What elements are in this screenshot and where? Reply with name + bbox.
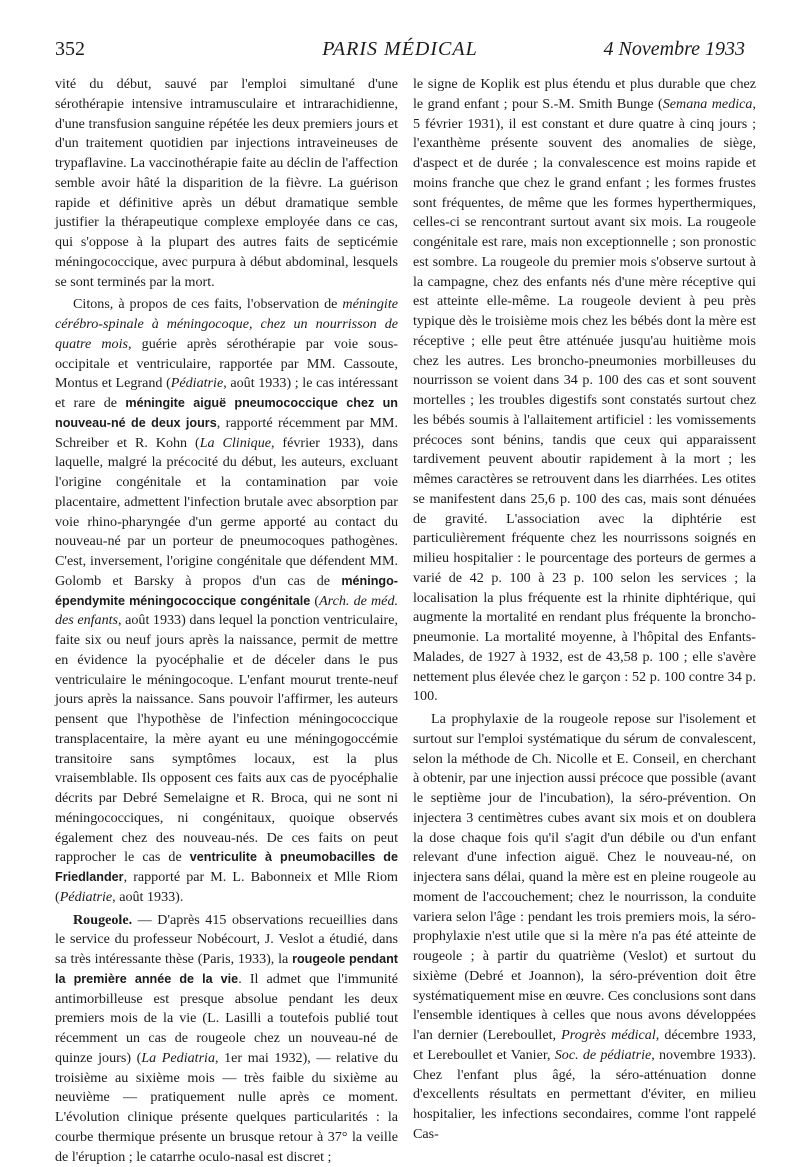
text-run: , novembre 1933). Chez l'enfant plus âgé, la séro-atténuation donne d'excellents résultats en permettant d'éviter, en milieu hospitalier, les infections secondaires, comme l'ont rappelé Cas- bbox=[413, 1047, 756, 1142]
text-run: , août 1933) dans lequel la ponction ventriculaire, faite six ou neuf jours après la naissance, permit de mettre en évidence la pyocéphalie et de déceler dans le pus ventriculaire le méningocoque. L'enfant mourut trente-neuf jours après la naissance. Sans pouvoir l'affirmer, les auteurs pensent que l'hypothèse de l'infection méningococcique transplacentaire, la mère ayant eu une méningogoccémie transitoire sans symptômes locaux, est la plus vraisemblable. Ils opposent ces faits aux cas de pyocéphalie décrits par Debré Semelaigne et R. Broca, qui ne sont ni méningococciques, ni congénitaux, quoique observés également chez des nouveau-nés. De ces faits on peut rapprocher le cas de bbox=[55, 612, 398, 865]
paragraph bbox=[55, 295, 398, 907]
text-run: , rapporté par M. L. Babonneix et Mlle Riom ( bbox=[55, 869, 398, 905]
text-run: , 5 février 1931), il est constant et dure quatre à cinq jours ; l'exanthème présente souvent des anomalies de siège, d'aspect et de durée ; la convalescence est moins rapide et moins franche que chez le grand enfant ; les formes frustes sont fréquentes, de même que les formes hyperthermiques, celles-ci se rencontrant surtout avant six mois. La rougeole congénitale est rare, mais non exceptionnelle ; son pronostic est sombre. La rougeole du premier mois s'observe surtout à la campagne, chez des enfants nés d'une mère réceptive qui est atteinte elle-même. La rougeole devient à peu près typique dès le troisième mois chez les bébés dont la mère est réceptive ; elle peut être atténuée jusqu'au huitième mois chez les autres. Les broncho-pneumonies morbilleuses du nourrisson se voient dans 34 p. 100 des cas et sont souvent mortelles ; les troubles digestifs sont constatés surtout chez les bébés soumis à l'allaitement artificiel : les vomissements précoces sont bénins, tandis que ceux qui apparaissent tardivement peuvent aboutir rapidement à la mort ; les mêmes caractères se retrouvent dans les diarrhées. Les otites se manifestent dans 25,6 p. 100 des cas, mais sont dénuées de gravité. L'association avec la diphtérie est particulièrement fréquente chez les nourrissons soignés en milieu hospitalier : le pourcentage des porteurs de germes a varié de 42 p. 100 à 23 p. 100 selon les services ; la localisation la plus fréquente est la rhinite diphtérique, qui augmente la mortalité en rendant plus fréquente la broncho-pneumonie. La mortalité moyenne, à l'hôpital des Enfants-Malades, de 1927 à 1932, est de 43,58 p. 100 ; elle s'avère nettement plus élevée chez le garçon : 52 p. 100 contre 34 p. 100. bbox=[413, 96, 756, 705]
paragraph bbox=[413, 710, 756, 1145]
text-run: La prophylaxie de la rougeole repose sur l'isolement et surtout sur l'emploi systématique du sérum de convalescent, selon la méthode de Ch. Nicolle et E. Conseil, en cherchant à obtenir, par une injection aussi précoce que possible (avant le septième jour de l'incubation), la séro-prévention. On injectera 3 centimètres cubes avant six mois et on doublera la dose chaque fois qu'il s'agit d'un débile ou d'un enfant relevant d'une infection aiguë. Chez le nouveau-né, on injectera sans délai, quand la mère est en pleine rougeole au moment de l'accouchement; chez le nourrisson, la conduite variera selon l'âge : pendant les trois premiers mois, la séro-prophylaxie n'est utile que si la mère n'a pas été atteinte de rougeole ; à partir du quatrième (Veslot) et surtout du sixième (Debré et Joannon), la séro-prévention doit être systématiquement mise en œuvre. Ces conclusions sont dans l'ensemble identiques à celles que nous avons développées l'an dernier (Lereboullet, bbox=[413, 711, 756, 1043]
paragraph: vité du début, sauvé par l'emploi simultané d'une sérothérapie intensive intramusculaire et intrarachidienne, d'une transfusion sanguine répétée les deux premiers jours et d'un traitement quotidien par injections intraveineuses de trypaflavine. La vaccinothérapie faite au déclin de l'affection semble avoir hâté la disparition de la fièvre. La guérison rapide et définitive après un début dramatique semble justifier la thérapeutique complexe employée dans ce cas, qui s'oppose à la plupart des autres faits de septicémie méningococcique, avec purpura à début abdominal, lesquels se sont terminés par la mort. bbox=[55, 75, 398, 292]
page-header bbox=[55, 38, 745, 68]
text-run: , février 1933), dans laquelle, malgré la précocité du début, les auteurs, excluant l'origine congénitale et la contamination par voie placentaire, admettent l'infection brutale avec absorption par voie rhino-pharyngée d'un germe apporté au contact du nouveau-né par un porteur de pneumocoques pathogènes. C'est, inversement, l'origine congénitale que défendent MM. Golomb et Barsky à propos d'un cas de bbox=[55, 435, 398, 589]
journal-citation: Pédiatrie bbox=[60, 889, 112, 905]
journal-title: PARIS MÉDICAL bbox=[55, 38, 745, 61]
text-run: le signe de Koplik est plus étendu et plus durable que chez le grand enfant ; pour S.-M. Smith Bunge ( bbox=[413, 76, 756, 112]
bold-term: méningite aiguë pneumococcique chez un nouveau-né de deux jours bbox=[55, 396, 398, 430]
italic-title: méningite cérébro-spinale à méningocoque, chez un nourrisson de quatre mois bbox=[55, 296, 398, 352]
journal-citation: Progrès médical bbox=[561, 1027, 656, 1043]
text-run: , 1er mai 1932), — relative du troisième au sixième mois — très faible du sixième au neuvième — pratiquement nulle après ce moment. L'évolution clinique présente quelques particularités : la courbe thermique présente un brusque retour à 37° la veille de l'éruption ; le catarrhe oculo-nasal est discret ; bbox=[55, 1050, 398, 1165]
journal-citation: Arch. de méd. des enfants bbox=[55, 593, 398, 629]
text-run: , août 1933). bbox=[112, 889, 183, 905]
text-run: , guérie après sérothérapie par voie sous-occipitale et ventriculaire, rapportée par MM. Cassoute, Montus et Legrand ( bbox=[55, 336, 398, 392]
text-run: , décembre 1933, et Lereboullet et Vanier, bbox=[413, 1027, 756, 1063]
journal-citation: Pédiatrie bbox=[171, 375, 223, 391]
text-run: ( bbox=[310, 593, 319, 609]
text-run: . Il admet que l'immunité antimorbilleuse est presque absolue pendant les deux premiers mois de la vie (L. Lasilli a toutefois publié tout récemment un cas de rougeole chez un nouveau-né de quinze jours) ( bbox=[55, 971, 398, 1066]
paragraph bbox=[413, 75, 756, 707]
bold-term: rougeole pendant la première année de la vie bbox=[55, 952, 398, 986]
journal-citation: Soc. de pédiatrie bbox=[555, 1047, 652, 1063]
text-run: , août 1933) ; le cas intéressant et rare de bbox=[55, 375, 398, 411]
bold-term: ventriculite à pneumobacilles de Friedlander bbox=[55, 850, 398, 884]
left-column bbox=[55, 75, 398, 1167]
text-run: Citons, à propos de ces faits, l'observation de bbox=[73, 296, 342, 312]
journal-citation: La Clinique bbox=[200, 435, 271, 451]
journal-citation: Semana medica bbox=[663, 96, 753, 112]
section-heading: Rougeole. bbox=[73, 912, 132, 928]
page-number: 352 bbox=[55, 38, 85, 61]
text-run: — D'après 415 observations recueillies dans le service du professeur Nobécourt, J. Veslot a étudié, dans sa très intéressante thèse (Paris, 1933), la bbox=[55, 912, 398, 968]
paragraph bbox=[55, 911, 398, 1167]
bold-term: méningo-épendymite méningococcique congénitale bbox=[55, 574, 398, 608]
journal-citation: La Pediatria bbox=[141, 1050, 215, 1066]
issue-date: 4 Novembre 1933 bbox=[604, 38, 745, 61]
text-run: , rapporté récemment par MM. Schreiber et R. Kohn ( bbox=[55, 415, 398, 451]
right-column bbox=[413, 75, 756, 1145]
